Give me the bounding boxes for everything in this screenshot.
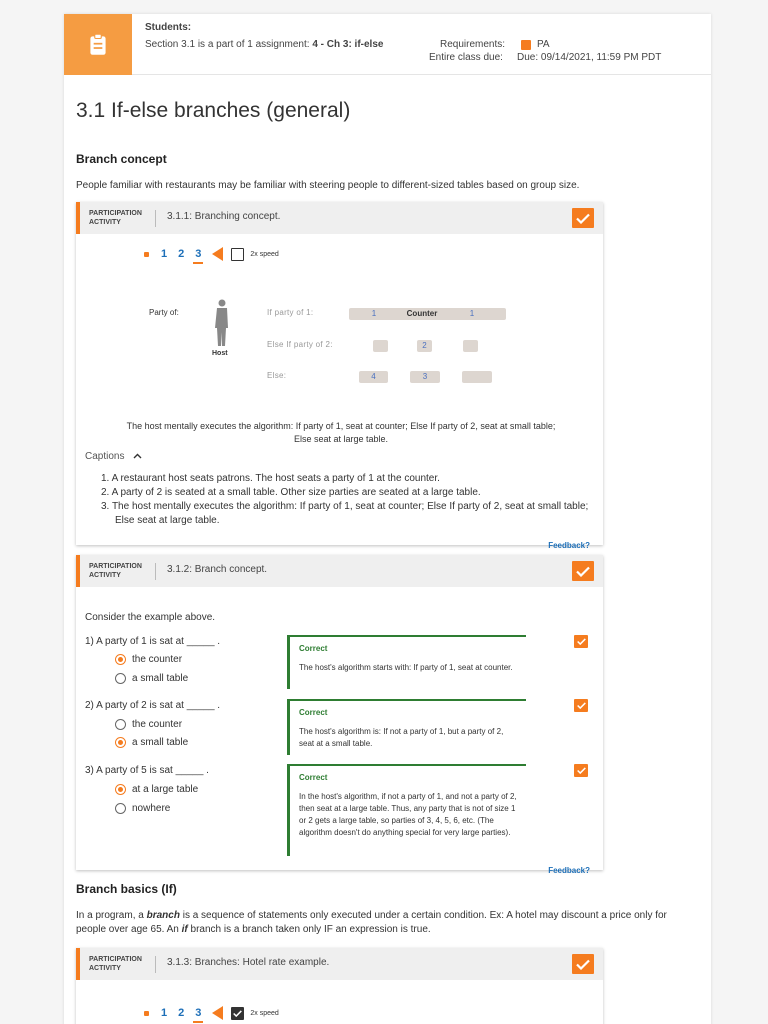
completion-check-icon [572,208,594,228]
step-2-button[interactable]: 2 [178,1007,185,1019]
radio[interactable] [115,803,126,814]
q2-feedback [287,699,526,755]
q1-feedback [287,635,526,689]
q2-option-small-table[interactable]: a small table [115,737,188,748]
zybook-page [64,14,711,1024]
activity-type: PARTICIPATION ACTIVITY [89,956,142,972]
radio-selected[interactable] [115,784,126,795]
q2-option-counter[interactable]: the counter [115,719,182,730]
start-icon[interactable] [144,1011,149,1016]
question-2: 2) A party of 2 is sat at _____ . [85,700,221,711]
due-date: Due: 09/14/2021, 11:59 PM PDT [517,52,662,63]
requirements-value: PA [537,39,550,50]
step-1-button[interactable]: 1 [161,248,168,260]
step-1-button[interactable]: 1 [161,1007,168,1019]
caption-item: 3. The host mentally executes the algorithm: If party of 1, seat at counter; Else If party of 2, seat at small table; Else seat at large table. [101,501,589,526]
counter-seat-right: 1 [469,309,475,318]
feedback-link[interactable]: Feedback? [548,866,590,875]
radio-selected[interactable] [115,654,126,665]
step-3-button[interactable]: 3 [195,248,202,260]
small-table-left [373,340,388,352]
start-icon[interactable] [144,252,149,257]
explanation: In the host's algorithm, if not a party of 1, and not a party of 2, then seat at a large table. Thus, any party that is not of size 1 or 2 gets a large table, so parties of 3, 4, 5, 6, etc. (The algorithm doesn't do anything special for very large parties). [299,792,517,837]
animation-controls [144,1006,279,1020]
explanation: The host's algorithm is: If not a party of 1, but a party of 2, seat at a small table. [299,727,504,748]
section-assignment-info: Section 3.1 is a part of 1 assignment: 4 - Ch 3: if-else [145,39,384,50]
small-table-party: 2 [417,340,432,352]
speed-checkbox[interactable] [231,248,244,261]
host-figure-icon [213,299,231,352]
q3-option-nowhere[interactable]: nowhere [115,803,170,814]
large-table-left: 4 [359,371,388,383]
due-label: Entire class due: [429,52,503,63]
completion-check-icon [572,561,594,581]
feedback-link[interactable]: Feedback? [548,541,590,550]
captions-list [101,472,591,528]
radio[interactable] [115,719,126,730]
speed-checkbox[interactable] [231,1007,244,1020]
q3-check-icon [574,764,588,777]
correct-label: Correct [299,644,328,653]
activity-title: 3.1.3: Branches: Hotel rate example. [167,957,330,968]
caption-item: 1. A restaurant host seats patrons. The host seats a party of 1 at the counter. [101,473,440,484]
divider [155,210,156,227]
radio-selected[interactable] [115,737,126,748]
step-2-button[interactable]: 2 [178,248,185,260]
chevron-up-icon [133,453,142,459]
party-of-label: Party of: [149,308,179,317]
speed-label: 2x speed [250,250,279,258]
correct-label: Correct [299,773,328,782]
correct-label: Correct [299,708,328,717]
participation-activity-3-1-3 [76,948,603,1024]
completion-check-icon [572,954,594,974]
assignment-link[interactable]: 4 - Ch 3: if-else [312,39,384,50]
q3-option-large-table[interactable]: at a large table [115,784,198,795]
play-back-icon[interactable] [212,1006,223,1020]
animation-caption: The host mentally executes the algorithm: If party of 1, seat at counter; Else If party of 2, seat at small table; Else seat at large table. [126,421,556,444]
counter-seat-left: 1 [371,309,377,318]
q1-option-small-table[interactable]: a small table [115,673,188,684]
divider [155,563,156,580]
captions-toggle[interactable]: Captions [85,451,142,462]
activity-type: PARTICIPATION ACTIVITY [89,210,142,226]
activity-title: 3.1.2: Branch concept. [167,564,268,575]
caption-item: 2. A party of 2 is seated at a small table. Other size parties are seated at a large table. [101,487,481,498]
section-intro: People familiar with restaurants may be familiar with steering people to different-sized tables based on group size. [76,180,580,191]
animation-controls [144,247,279,261]
counter-label: Counter [406,309,438,318]
clipboard-icon [64,14,132,75]
explanation: The host's algorithm starts with: If party of 1, seat at counter. [299,663,513,672]
page-title: 3.1 If-else branches (general) [76,99,351,122]
section-heading-branch-basics: Branch basics (If) [76,882,177,896]
radio[interactable] [115,673,126,684]
large-table-right [462,371,492,383]
q2-check-icon [574,699,588,712]
question-1: 1) A party of 1 is sat at _____ . [85,636,221,647]
question-3: 3) A party of 5 is sat _____ . [85,765,209,776]
large-table-party: 3 [410,371,440,383]
question-set-intro: Consider the example above. [85,612,216,623]
activity-header [76,948,603,980]
requirement-pa-icon [521,40,531,50]
activity-header [76,555,603,587]
requirements-label: Requirements: [440,39,506,50]
students-label: Students: [145,22,192,33]
q1-check-icon [574,635,588,648]
branch-basics-intro: In a program, a branch is a sequence of statements only executed under a certain condition. Ex: A hotel may discount a price only for people over age 65. An if branch is a branch taken only IF an expression is true. [76,910,667,935]
section-heading-branch-concept: Branch concept [76,152,167,166]
small-table-right [463,340,478,352]
step-3-button[interactable]: 3 [195,1007,202,1019]
if-party-of-1-label: If party of 1: [267,308,314,317]
play-back-icon[interactable] [212,247,223,261]
participation-activity-3-1-1 [76,202,603,550]
else-if-party-of-2-label: Else If party of 2: [267,340,333,349]
activity-title: 3.1.1: Branching concept. [167,211,281,222]
q1-option-counter[interactable]: the counter [115,654,182,665]
assignment-header [64,14,711,75]
participation-activity-3-1-2 [76,555,603,875]
speed-label: 2x speed [250,1009,279,1017]
q3-feedback [287,764,526,856]
host-label: Host [212,350,228,357]
else-label: Else: [267,371,287,380]
divider [155,956,156,973]
activity-header [76,202,603,234]
activity-type: PARTICIPATION ACTIVITY [89,563,142,579]
